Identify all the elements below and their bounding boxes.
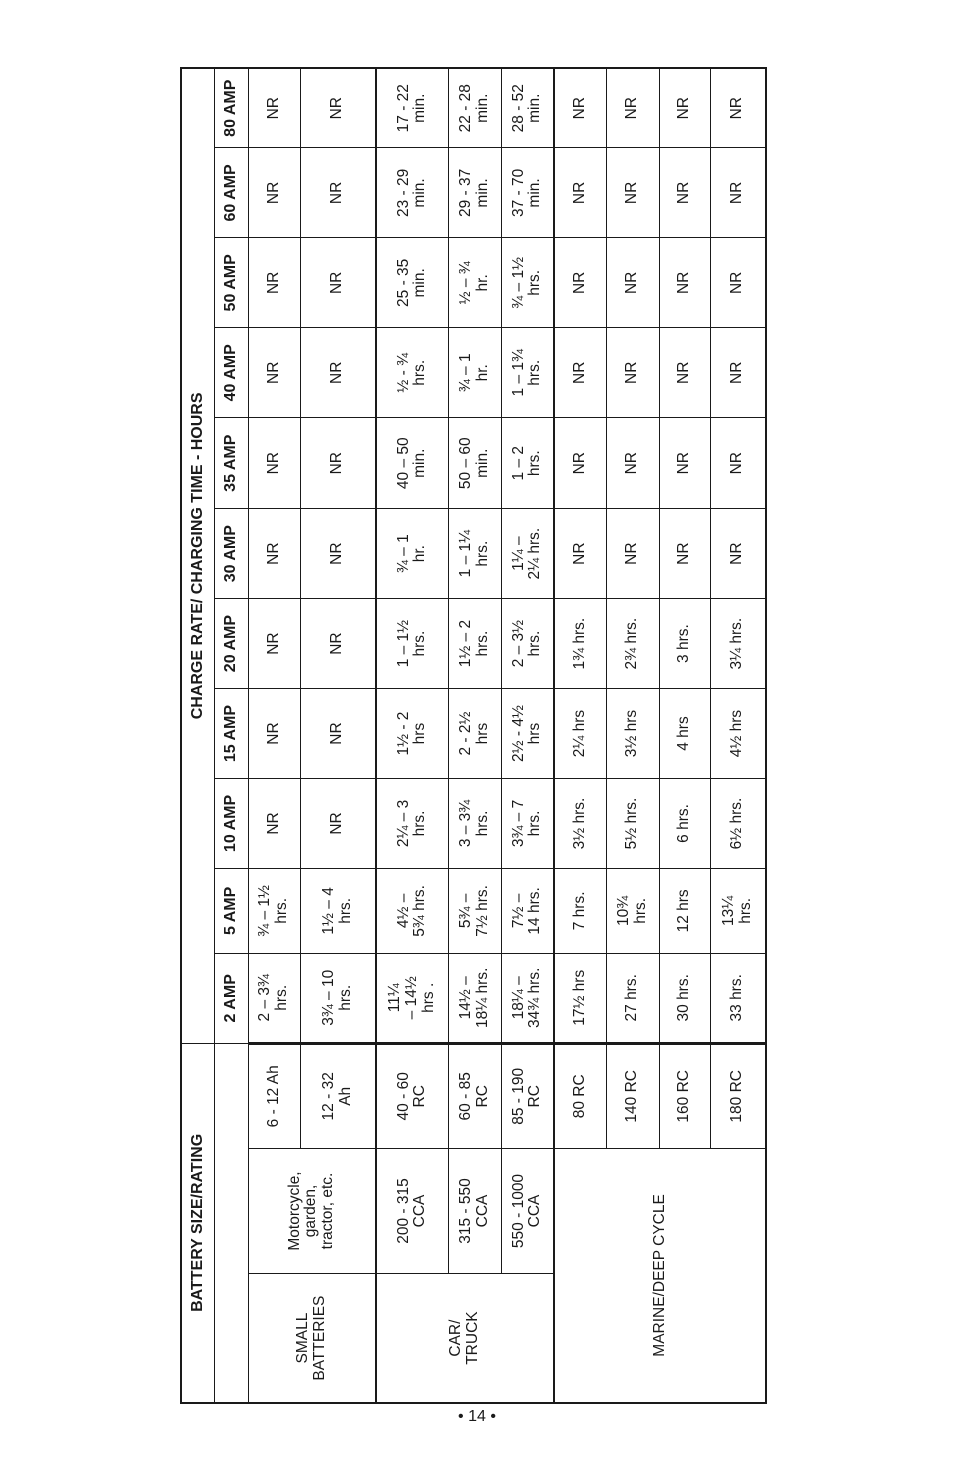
charging-time-cell: NR: [248, 689, 300, 779]
charging-time-cell: NR: [710, 509, 766, 599]
charging-time-cell: 40 – 50 min.: [376, 418, 448, 509]
charging-time-cell: 30 hrs.: [659, 953, 710, 1043]
charging-time-cell: ¾ – 1½ hrs.: [501, 238, 554, 328]
group-car-truck: CAR/ TRUCK: [376, 1274, 554, 1403]
charging-time-cell: NR: [606, 148, 659, 238]
charging-time-cell: 1¼ – 2¼ hrs.: [501, 509, 554, 599]
charging-time-cell: 3¾ – 10 hrs.: [300, 953, 376, 1043]
battery-subheader-blank: [214, 1043, 248, 1403]
charging-time-cell: 2¼ hrs: [554, 689, 606, 779]
charging-time-cell: 28 - 52 min.: [501, 68, 554, 148]
charging-time-cell: NR: [300, 689, 376, 779]
charging-time-cell: NR: [300, 68, 376, 148]
charging-time-cell: NR: [606, 328, 659, 418]
charging-time-cell: NR: [710, 148, 766, 238]
charging-time-cell: 3¼ hrs.: [710, 599, 766, 689]
group-small-type: Motorcycle, garden, tractor, etc.: [248, 1148, 376, 1273]
battery-rating-cell: 12 - 32 Ah: [300, 1043, 376, 1148]
charging-time-cell: NR: [300, 148, 376, 238]
page-number: • 14 •: [458, 1408, 496, 1425]
charging-time-cell: NR: [300, 509, 376, 599]
charging-time-cell: NR: [300, 238, 376, 328]
charging-time-cell: NR: [248, 148, 300, 238]
charging-time-cell: 33 hrs.: [710, 953, 766, 1043]
charging-time-cell: NR: [248, 418, 300, 509]
battery-rating-cell: 140 RC: [606, 1043, 659, 1148]
charging-time-cell: 17 - 22 min.: [376, 68, 448, 148]
amp-header: 50 AMP: [214, 238, 248, 328]
charging-time-cell: NR: [300, 779, 376, 869]
amp-header: 30 AMP: [214, 509, 248, 599]
charging-time-cell: 13¼ hrs.: [710, 868, 766, 953]
charging-time-cell: 5¾ – 7½ hrs.: [448, 868, 501, 953]
charging-time-cell: 1½ - 2 hrs: [376, 689, 448, 779]
charging-time-cell: NR: [710, 68, 766, 148]
charging-time-cell: NR: [659, 68, 710, 148]
charging-time-cell: NR: [659, 238, 710, 328]
cca-rating-cell: 550 - 1000 CCA: [501, 1148, 554, 1273]
battery-rating-cell: 85 - 190 RC: [501, 1043, 554, 1148]
charging-time-cell: 1 – 1½ hrs.: [376, 599, 448, 689]
charging-time-cell: 4½ hrs: [710, 689, 766, 779]
charging-time-cell: 6 hrs.: [659, 779, 710, 869]
charging-time-cell: NR: [606, 509, 659, 599]
charging-time-cell: 4 hrs: [659, 689, 710, 779]
cca-rating-cell: 200 - 315 CCA: [376, 1148, 448, 1273]
battery-rating-cell: 80 RC: [554, 1043, 606, 1148]
charging-time-cell: 1½ – 2 hrs.: [448, 599, 501, 689]
charging-time-cell: NR: [710, 328, 766, 418]
charging-time-cell: 2 - 2½ hrs: [448, 689, 501, 779]
amp-header: 40 AMP: [214, 328, 248, 418]
charging-time-cell: NR: [300, 599, 376, 689]
battery-rating-cell: 160 RC: [659, 1043, 710, 1148]
rotated-table-wrapper: [180, 67, 764, 1404]
charging-time-cell: 50 – 60 min.: [448, 418, 501, 509]
charging-time-cell: 1¾ hrs.: [554, 599, 606, 689]
charging-time-cell: NR: [554, 418, 606, 509]
charging-time-cell: NR: [248, 68, 300, 148]
charging-time-cell: 1 – 1¼ hrs.: [448, 509, 501, 599]
charging-time-cell: 14½ – 18¼ hrs.: [448, 953, 501, 1043]
charging-time-cell: NR: [554, 148, 606, 238]
battery-rating-cell: 6 - 12 Ah: [248, 1043, 300, 1148]
battery-size-header: BATTERY SIZE/RATING: [181, 1043, 214, 1403]
charging-time-cell: 3 hrs.: [659, 599, 710, 689]
charging-time-cell: 2¾ hrs.: [606, 599, 659, 689]
amp-header: 2 AMP: [214, 953, 248, 1043]
charging-time-cell: 23 - 29 min.: [376, 148, 448, 238]
charging-time-cell: 29 - 37 min.: [448, 148, 501, 238]
group-marine-deep-cycle: MARINE/DEEP CYCLE: [554, 1148, 766, 1403]
charging-time-cell: 10¾ hrs.: [606, 868, 659, 953]
charge-rate-header: CHARGE RATE/ CHARGING TIME - HOURS: [181, 68, 214, 1043]
charging-time-cell: 17½ hrs: [554, 953, 606, 1043]
charging-time-cell: 3 – 3¾ hrs.: [448, 779, 501, 869]
charging-time-table: [180, 67, 767, 1404]
charging-time-cell: NR: [554, 238, 606, 328]
charging-time-cell: NR: [554, 328, 606, 418]
charging-time-cell: 1 – 1¾ hrs.: [501, 328, 554, 418]
charging-time-cell: NR: [659, 418, 710, 509]
charging-time-cell: ½ - ¾ hrs.: [376, 328, 448, 418]
charging-time-cell: NR: [248, 238, 300, 328]
charging-time-cell: 2 – 3½ hrs.: [501, 599, 554, 689]
amp-header: 15 AMP: [214, 689, 248, 779]
amp-header: 10 AMP: [214, 779, 248, 869]
charging-time-cell: 11¼ – 14½ hrs .: [376, 953, 448, 1043]
amp-header: 80 AMP: [214, 68, 248, 148]
charging-time-cell: NR: [300, 418, 376, 509]
charging-time-cell: ½ – ¾ hr.: [448, 238, 501, 328]
battery-rating-cell: 40 - 60 RC: [376, 1043, 448, 1148]
charging-time-cell: 27 hrs.: [606, 953, 659, 1043]
charging-time-cell: 7 hrs.: [554, 868, 606, 953]
amp-header: 35 AMP: [214, 418, 248, 509]
charging-time-cell: NR: [248, 779, 300, 869]
charging-time-cell: ¾ – 1 hr.: [448, 328, 501, 418]
charging-time-cell: ¾ – 1½ hrs.: [248, 868, 300, 953]
charging-time-cell: 22 - 28 min.: [448, 68, 501, 148]
charging-time-cell: NR: [606, 68, 659, 148]
amp-header: 60 AMP: [214, 148, 248, 238]
charging-time-cell: 1½ – 4 hrs.: [300, 868, 376, 953]
charging-time-cell: NR: [554, 509, 606, 599]
charging-time-cell: 2 – 3¾ hrs.: [248, 953, 300, 1043]
battery-rating-cell: 60 - 85 RC: [448, 1043, 501, 1148]
charging-time-cell: NR: [659, 328, 710, 418]
amp-header: 5 AMP: [214, 868, 248, 953]
charging-time-cell: NR: [248, 599, 300, 689]
charging-time-cell: 1 – 2 hrs.: [501, 418, 554, 509]
charging-time-cell: NR: [248, 328, 300, 418]
charging-table-region: [180, 67, 764, 1404]
charging-time-cell: NR: [710, 418, 766, 509]
charging-time-cell: NR: [554, 68, 606, 148]
charging-time-cell: ¾ – 1 hr.: [376, 509, 448, 599]
amp-header: 20 AMP: [214, 599, 248, 689]
charging-time-cell: 4½ – 5¾ hrs.: [376, 868, 448, 953]
battery-rating-cell: 180 RC: [710, 1043, 766, 1148]
charging-time-cell: 7½ – 14 hrs.: [501, 868, 554, 953]
charging-time-cell: 6½ hrs.: [710, 779, 766, 869]
charging-time-cell: 3¾ – 7 hrs.: [501, 779, 554, 869]
charging-time-cell: 25 - 35 min.: [376, 238, 448, 328]
charging-time-cell: NR: [659, 148, 710, 238]
group-small-batteries: SMALL BATTERIES: [248, 1274, 376, 1403]
charging-time-cell: 5½ hrs.: [606, 779, 659, 869]
charging-time-cell: 3½ hrs.: [554, 779, 606, 869]
charging-time-cell: 37 - 70 min.: [501, 148, 554, 238]
charging-time-cell: 2½ - 4½ hrs: [501, 689, 554, 779]
charging-time-cell: 18¼ – 34¾ hrs.: [501, 953, 554, 1043]
charging-time-cell: 3½ hrs: [606, 689, 659, 779]
charging-time-cell: NR: [248, 509, 300, 599]
charging-time-cell: NR: [300, 328, 376, 418]
charging-time-cell: 2¼ – 3 hrs.: [376, 779, 448, 869]
charging-time-cell: NR: [606, 418, 659, 509]
cca-rating-cell: 315 - 550 CCA: [448, 1148, 501, 1273]
charging-time-cell: 12 hrs: [659, 868, 710, 953]
charging-time-cell: NR: [606, 238, 659, 328]
charging-time-cell: NR: [710, 238, 766, 328]
charging-time-cell: NR: [659, 509, 710, 599]
